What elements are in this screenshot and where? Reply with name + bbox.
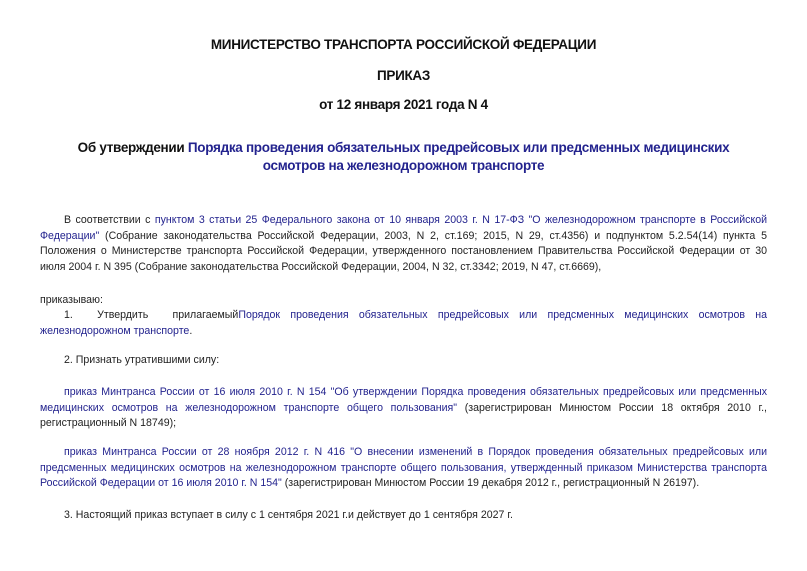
item-2: 2. Признать утратившими силу: (64, 354, 220, 366)
procedure-link[interactable]: Порядок проведения обязательных предрейсовых или предсменных медицинских осмотров на железнодорожном транспорте (40, 309, 767, 337)
law-link[interactable]: пунктом 3 статьи 25 Федерального закона от 10 января 2003 г. N 17-ФЗ "О железнодорожном транспорте в Российской Федерации" (40, 214, 768, 242)
item-3: 3. Настоящий приказ вступает в силу с 1 сентября 2021 г.и действует до 1 сентября 2027 г. (64, 509, 513, 521)
preamble-text-start: В соответствии с (64, 214, 155, 226)
repealed-order-2-text: (зарегистрирован Минюстом России 19 декабря 2012 г., регистрационный N 26197). (281, 477, 700, 489)
order-word: приказываю: (40, 294, 103, 306)
repealed-order-2 (40, 445, 767, 492)
preamble-paragraph (40, 213, 767, 275)
preamble-text-end: (Собрание законодательства Российской Федерации, 2003, N 2, ст.169; 2015, N 29, ст.4356) и подпунктом 5.2.54(14) пункта 5 Положения о Министерстве транспорта Российской Федерации, утвержденного постановлением Правительства Российской Федерации от 30 июля 2004 г. N 395 (Собрание законодательства Российской Федерации, 2004, N 32, ст.3342; 2019, N 47, ст.6669), (40, 229, 767, 273)
item-1 (40, 308, 767, 339)
repealed-order-1-text: (зарегистрирован Минюстом России 18 октября 2010 г., регистрационный N 18749); (40, 401, 767, 429)
repealed-order-1 (40, 385, 767, 432)
title-link[interactable]: Порядка проведения обязательных предрейсовых или предсменных медицинских осмотров на железнодорожном транспорте (187, 140, 730, 173)
document-date-number: от 12 января 2021 года N 4 (319, 97, 488, 112)
repealed-order-2-link[interactable]: приказ Минтранса России от 28 ноября 2012 г. N 416 "О внесении изменений в Порядок проведения обязательных предрейсовых или предсменных медицинских осмотров на железнодорожном транспорте общего пользования, утвержденный приказом Министерства транспорта Российской Федерации от 16 июля 2010 г. N 154" (40, 446, 767, 489)
ministry-heading: МИНИСТЕРСТВО ТРАНСПОРТА РОССИЙСКОЙ ФЕДЕРАЦИИ (210, 37, 597, 52)
item-1-text: 1. Утвердить прилагаемый (64, 309, 239, 321)
repealed-order-1-link[interactable]: приказ Минтранса России от 16 июля 2010 г. N 154 "Об утверждении Порядка проведения обязательных предрейсовых или предсменных медицинских осмотров на железнодорожном транспорте общего пользования" (40, 386, 767, 414)
item-1-end: . (189, 324, 193, 337)
document-type: ПРИКАЗ (376, 68, 431, 83)
document-title (60, 139, 747, 175)
title-prefix: Об утверждении (77, 140, 188, 155)
